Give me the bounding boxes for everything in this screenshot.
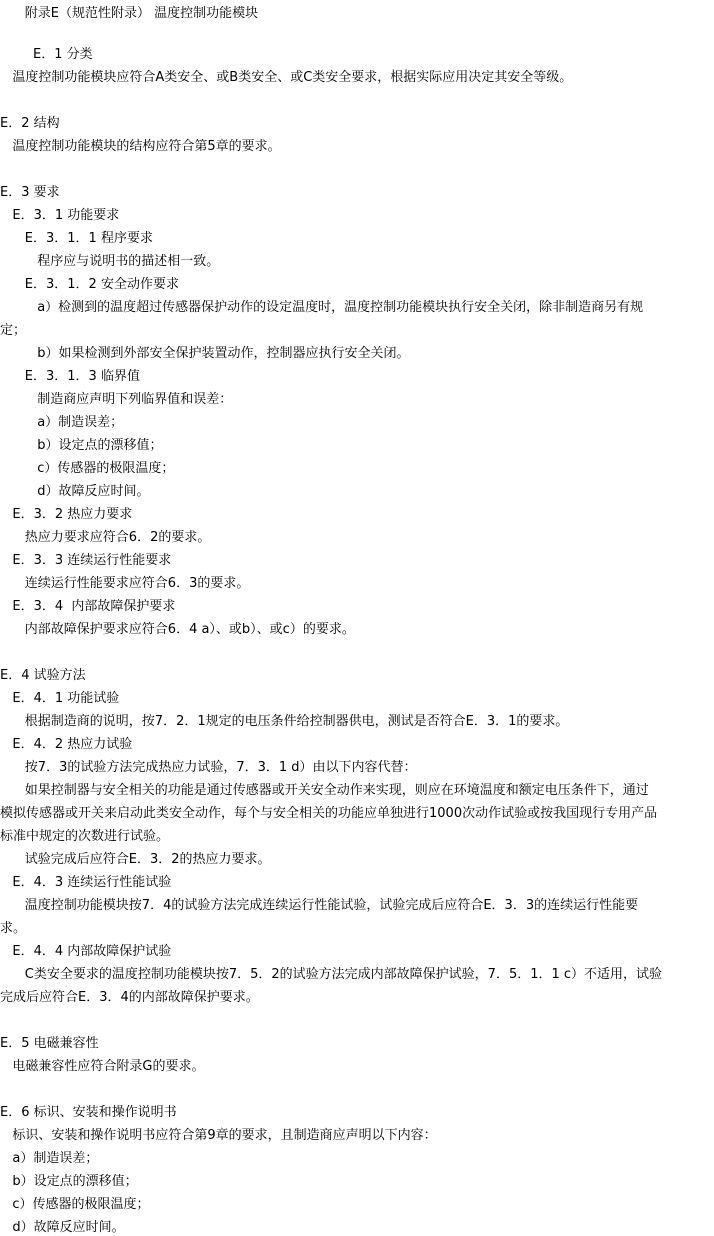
section-heading: E．5 电磁兼容性 <box>0 1036 99 1051</box>
paragraph: 按7．3的试验方法完成热应力试验，7．3．1 d）由以下内容代替： <box>0 760 417 775</box>
list-item: d）故障反应时间。 <box>0 1220 125 1235</box>
subsection-heading: E．3．2 热应力要求 <box>0 507 133 522</box>
clause-heading: E．3．1．1 程序要求 <box>0 231 153 246</box>
paragraph: 标识、安装和操作说明书应符合第9章的要求，且制造商应声明以下内容： <box>0 1128 437 1143</box>
paragraph: 如果控制器与安全相关的功能是通过传感器或开关安全动作来实现，则应在环境温度和额定电压条件下，通过 <box>0 783 649 798</box>
section-heading: E．2 结构 <box>0 116 60 131</box>
subsection-heading: E．4．4 内部故障保护试验 <box>0 944 172 959</box>
paragraph-continued: 求。 <box>0 921 27 936</box>
section-heading: E．3 要求 <box>0 185 60 200</box>
paragraph: C类安全要求的温度控制功能模块按7．5．2的试验方法完成内部故障保护试验，7．5．1．1 c）不适用，试验 <box>0 967 663 982</box>
subsection-heading: E．3．1 功能要求 <box>0 208 120 223</box>
clause-heading: E．3．1．2 安全动作要求 <box>0 277 179 292</box>
list-item: a）检测到的温度超过传感器保护动作的设定温度时，温度控制功能模块执行安全关闭，除非制造商另有规 <box>0 300 644 315</box>
paragraph-continued: 模拟传感器或开关来启动此类安全动作，每个与安全相关的功能应单独进行1000次动作试验或按我国现行专用产品 <box>0 806 658 821</box>
paragraph-continued: 标准中规定的次数进行试验。 <box>0 829 170 844</box>
list-item-continued: 定； <box>0 323 27 338</box>
paragraph: 内部故障保护要求应符合6．4 a）、或b）、或c）的要求。 <box>0 622 355 637</box>
paragraph: 根据制造商的说明，按7．2．1规定的电压条件给控制器供电，测试是否符合E．3．1的要求。 <box>0 714 569 729</box>
paragraph: 电磁兼容性应符合附录G的要求。 <box>0 1059 205 1074</box>
paragraph: 热应力要求应符合6．2的要求。 <box>0 530 211 545</box>
section-heading: E．6 标识、安装和操作说明书 <box>0 1105 177 1120</box>
clause-heading: E．3．1．3 临界值 <box>0 369 140 384</box>
subsection-heading: E．3．4 内部故障保护要求 <box>0 599 176 614</box>
section-heading: E．1 分类 <box>0 47 93 62</box>
list-item: c）传感器的极限温度； <box>0 461 175 476</box>
paragraph: 温度控制功能模块按7．4的试验方法完成连续运行性能试验，试验完成后应符合E．3．3的连续运行性能要 <box>0 898 639 913</box>
subsection-heading: E．4．1 功能试验 <box>0 691 120 706</box>
list-item: c）传感器的极限温度； <box>0 1197 150 1212</box>
paragraph: 连续运行性能要求应符合6．3的要求。 <box>0 576 250 591</box>
paragraph: 程序应与说明书的描述相一致。 <box>0 254 220 269</box>
subsection-heading: E．4．3 连续运行性能试验 <box>0 875 172 890</box>
list-item: a）制造误差； <box>0 1151 99 1166</box>
paragraph: 制造商应声明下列临界值和误差： <box>0 392 233 407</box>
paragraph: 温度控制功能模块的结构应符合第5章的要求。 <box>0 139 281 154</box>
list-item: b）设定点的漂移值； <box>0 1174 138 1189</box>
paragraph: 温度控制功能模块应符合A类安全、或B类安全、或C类安全要求，根据实际应用决定其安全等级。 <box>0 70 573 85</box>
paragraph-continued: 完成后应符合E．3．4的内部故障保护要求。 <box>0 990 259 1005</box>
subsection-heading: E．3．3 连续运行性能要求 <box>0 553 172 568</box>
appendix-title: 附录E（规范性附录） 温度控制功能模块 <box>0 6 259 21</box>
list-item: d）故障反应时间。 <box>0 484 150 499</box>
list-item: b）设定点的漂移值； <box>0 438 163 453</box>
list-item: b）如果检测到外部安全保护装置动作，控制器应执行安全关闭。 <box>0 346 410 361</box>
paragraph: 试验完成后应符合E．3．2的热应力要求。 <box>0 852 271 867</box>
section-heading: E．4 试验方法 <box>0 668 86 683</box>
list-item: a）制造误差； <box>0 415 124 430</box>
subsection-heading: E．4．2 热应力试验 <box>0 737 133 752</box>
